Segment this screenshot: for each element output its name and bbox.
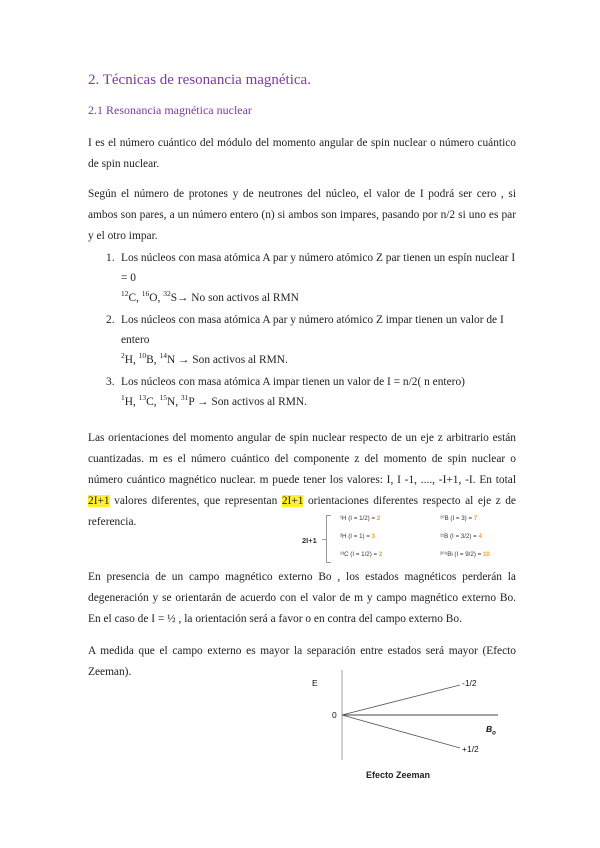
zeeman-svg xyxy=(310,670,510,770)
paragraph-orientations: Las orientaciones del momento angular de spin nuclear respecto de un eje z arbitrario están cuantizadas. m es el número cuántico del componente z del momento de spin nuclear o número cuántico magnético nuclear. m puede tener los valores: I, I -1, ...., -I+1, -I. En total 2I+1 valores diferentes, que representan 2I+1 orientaciones diferentes respecto al eje z de referencia. xyxy=(88,432,516,528)
list-item: 1. Los núcleos con masa atómica A par y número atómico Z par tienen un espín nuclear I = 0 $^{12}$C, $^{16}$O, $^{32}$S→ No son activos al RMN xyxy=(106,252,516,304)
lower-level-label: +1/2 xyxy=(462,744,479,754)
table-cell: ¹³C (I = 1/2) = 2 xyxy=(340,551,383,558)
nuclei-rules-list xyxy=(88,248,516,414)
paragraph-external-field: En presencia de un campo magnético externo Bo , los estados magnéticos perderán la degeneración y se orientarán de acuerdo con el valor de m y campo magnético externo Bo. En el caso de I = ½ , la orientación será a favor o en contra del campo externo Bo. xyxy=(88,571,516,625)
highlight-2i1: 2I+1 xyxy=(281,495,304,507)
list-item-text: Los núcleos con masa atómica A impar tienen un valor de I = n/2( n entero) xyxy=(121,376,465,388)
list-item-example: $^2$H, $^{10}$B, $^{14}$N → Son activos al RMN. xyxy=(121,351,288,366)
subsection-heading: 2.1 Resonancia magnética nuclear xyxy=(88,103,252,117)
list-item: 3. Los núcleos con masa atómica A impar tienen un valor de I = n/2( n entero) $^1$H, $^{13}$C, $^{15}$N, $^{31}$P → Son activos al RMN. xyxy=(106,376,465,408)
zeeman-diagram xyxy=(310,670,510,790)
section-heading: 2. Técnicas de resonancia magnética. xyxy=(88,72,311,88)
table-label: 2I+1 xyxy=(302,536,317,545)
list-item-example: $^{12}$C, $^{16}$O, $^{32}$S→ No son activos al RMN xyxy=(121,289,299,304)
paragraph-spin-definition: I es el número cuántico del módulo del momento angular de spin nuclear o número cuántico de spin nuclear. xyxy=(88,137,516,170)
field-label: $B_o$ xyxy=(486,724,496,737)
upper-level-line xyxy=(342,685,460,715)
table-cell: ¹¹B (I = 3/2) = 4 xyxy=(440,533,482,540)
table-cell: ²H (I = 1) = 3 xyxy=(340,533,376,540)
bracket xyxy=(326,515,331,563)
upper-level-label: -1/2 xyxy=(462,678,477,688)
multiplicity-table xyxy=(300,511,520,567)
zero-label: 0 xyxy=(332,710,337,720)
paragraph-spin-values: Según el número de protones y de neutrones del núcleo, el valor de I podrá ser cero , si ambos son pares, a un número entero (n) si ambos son impares, pasando por n/2 si uno es par y el otro impar. xyxy=(88,188,516,242)
list-item-text: Los núcleos con masa atómica A par y número atómico Z par tienen un espín nuclear I = 0 xyxy=(121,252,516,284)
lower-level-line xyxy=(342,715,460,748)
diagram-caption: Efecto Zeeman xyxy=(366,770,431,780)
table-cell: ²⁰⁹Bi (I = 9/2) = 10 xyxy=(440,551,490,558)
energy-label: E xyxy=(312,678,318,688)
list-item-text: Los núcleos con masa atómica A par y número atómico Z impar tienen un valor de I entero xyxy=(121,314,504,346)
table-cell: ¹⁰B (I = 3) = 7 xyxy=(440,515,478,522)
highlight-2i1: 2I+1 xyxy=(88,495,110,507)
list-item-example: $^1$H, $^{13}$C, $^{15}$N, $^{31}$P → Son activos al RMN. xyxy=(121,393,307,408)
paragraph-zeeman: A medida que el campo externo es mayor la separación entre estados será mayor (Efecto Zeeman). xyxy=(88,645,516,678)
list-item: 2. Los núcleos con masa atómica A par y número atómico Z impar tienen un valor de I entero $^2$H, $^{10}$B, $^{14}$N → Son activos al RMN. xyxy=(106,314,504,366)
table-cell: ¹H (I = 1/2) = 2 xyxy=(340,515,381,522)
